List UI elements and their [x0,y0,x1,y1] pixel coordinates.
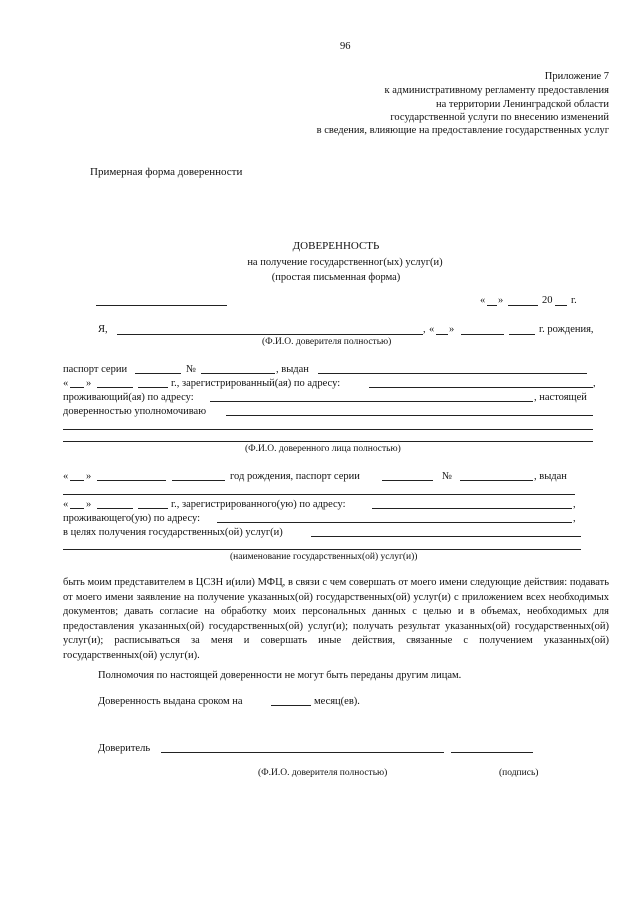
page-number: 96 [340,41,351,52]
this-label: , настоящей [534,392,587,403]
service-name-field-1[interactable] [311,536,581,537]
agent-living-comma: , [573,513,576,524]
appendix-line-4: государственной услуги по внесению изменений [390,112,609,123]
document-title: ДОВЕРЕННОСТЬ [292,240,380,252]
passport-number-label: № [186,364,197,375]
date-quote-close: » [498,295,504,306]
signature-sign-caption: (подпись) [499,768,539,778]
agent-birth-day-field[interactable] [70,480,84,481]
place-field[interactable] [96,305,227,306]
date-day-field[interactable] [487,305,497,306]
agent-birth-month-field[interactable] [97,480,166,481]
principal-fio-field[interactable] [117,334,423,335]
date-month-field[interactable] [508,305,538,306]
agent-registered-address-field[interactable] [372,508,572,509]
agent-passport-number-label: № [442,471,453,482]
agent-issue-quote-open: « [63,499,69,510]
date-year-field[interactable] [555,305,567,306]
principal-fio-caption: (Ф.И.О. доверителя полностью) [262,337,392,347]
date-year-prefix: 20 [542,295,553,306]
agent-registered-label: г., зарегистрированного(ую) по адресу: [171,499,346,510]
agent-birth-quote-close: » [86,471,92,482]
agent-birth-quote-open: « [63,471,69,482]
appendix-line-1: Приложение 7 [544,71,609,82]
registered-label: г., зарегистрированный(ая) по адресу: [171,378,341,389]
passport-date-year-field[interactable] [138,387,168,388]
principal-birth-day-field[interactable] [436,334,448,335]
date-suffix: г. [571,295,577,306]
signature-fio-field[interactable] [161,752,444,753]
principal-ya: Я, [98,324,108,335]
signature-fio-caption: (Ф.И.О. доверителя полностью) [258,768,388,778]
passport-date-quote-open: « [63,378,69,389]
term-prefix: Доверенность выдана сроком на [98,696,243,707]
passport-series-field[interactable] [135,373,181,374]
agent-living-label: проживающего(ую) по адресу: [63,513,201,524]
body-paragraph: быть моим представителем в ЦСЗН и(или) МФЦ, в связи с чем совершать от моего имени следующие действия: подавать от моего имени заявление на получение указанных(ой) государственных(ой) услуг(и) с приложением всех необходимых документов; давать согласие на обработку моих персональных данных с целью и в объемах, необходимых для предоставления указанных(ой) государственных(ой) услуг(и); получать результат указанных(ой) государственных(ой) услуг(и); расписываться за меня и совершать иные действия, связанные с получением указанных(ой) государственных(ой) услуг(и). [63,577,609,661]
principal-birth-suffix: г. рождения, [539,324,594,335]
agent-registered-comma: , [573,499,576,510]
document-form-type: (простая письменная форма) [271,272,401,283]
appendix-line-2: к административному регламенту предоставления [384,85,609,96]
principal-comma: , [423,324,426,335]
passport-date-month-field[interactable] [97,387,133,388]
registered-comma: , [593,378,596,389]
purpose-label: в целях получения государственных(ой) услуг(и) [63,527,283,538]
passport-series-label: паспорт серии [63,364,128,375]
principal-birth-month-field[interactable] [461,334,504,335]
registered-address-field[interactable] [369,387,593,388]
passport-number-field[interactable] [201,373,275,374]
living-label: проживающий(ая) по адресу: [63,392,194,403]
principal-quote-open: « [429,324,435,335]
living-address-field[interactable] [210,401,533,402]
passport-date-day-field[interactable] [70,387,84,388]
agent-fio-field-3[interactable] [63,441,593,442]
principal-quote-close: » [449,324,455,335]
agent-issue-month-field[interactable] [97,508,133,509]
passport-issued-by-field[interactable] [318,373,587,374]
agent-birth-year-field[interactable] [172,480,225,481]
agent-issued-by-field[interactable] [63,494,575,495]
powers-note: Полномочия по настоящей доверенности не могут быть переданы другим лицам. [98,670,462,681]
signature-sign-field[interactable] [451,752,533,753]
agent-issue-day-field[interactable] [70,508,84,509]
service-name-caption: (наименование государственных(ой) услуг(и)) [230,552,418,562]
agent-living-address-field[interactable] [217,522,572,523]
agent-fio-field-2[interactable] [63,429,593,430]
agent-issue-quote-close: » [86,499,92,510]
agent-birth-label: год рождения, паспорт серии [230,471,360,482]
passport-date-quote-close: » [86,378,92,389]
agent-passport-series-field[interactable] [382,480,433,481]
appendix-line-5: в сведения, влияющие на предоставление государственных услуг [316,125,609,136]
agent-issued-label: , выдан [534,471,567,482]
principal-birth-year-field[interactable] [509,334,535,335]
agent-passport-number-field[interactable] [460,480,533,481]
passport-issued-label: , выдан [276,364,309,375]
authorize-label: доверенностью уполномочиваю [63,406,207,417]
form-label: Примерная форма доверенности [90,166,243,178]
service-name-field-2[interactable] [63,549,581,550]
signature-label: Доверитель [98,743,151,754]
appendix-line-3: на территории Ленинградской области [435,99,609,110]
agent-issue-year-field[interactable] [138,508,168,509]
agent-fio-caption: (Ф.И.О. доверенного лица полностью) [245,444,401,454]
document-subtitle: на получение государственног(ых) услуг(и) [247,257,443,268]
term-months-field[interactable] [271,705,311,706]
term-suffix: месяц(ев). [314,696,360,707]
agent-fio-field-1[interactable] [226,415,593,416]
date-quote-open: « [480,295,486,306]
